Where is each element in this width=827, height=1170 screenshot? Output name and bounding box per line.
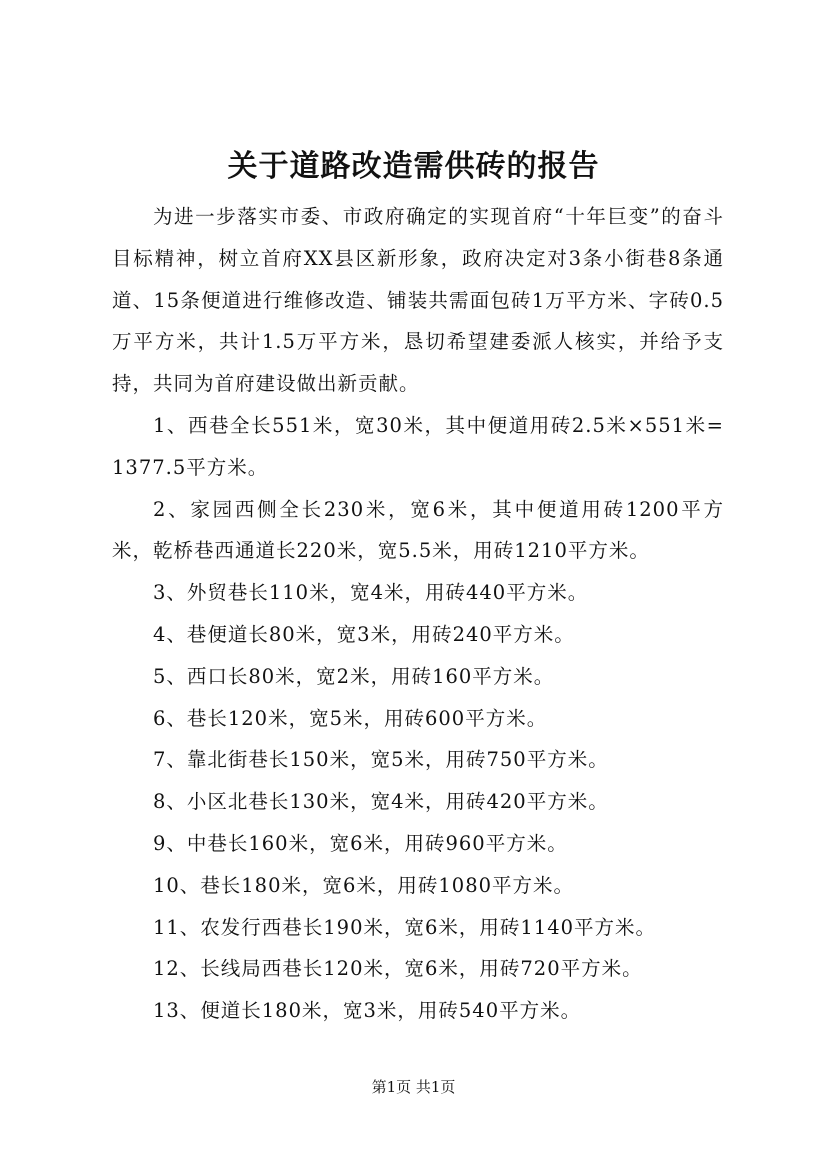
list-item: 7、靠北街巷长150米，宽5米，用砖750平方米。 [152,748,609,772]
list-item: 6、巷长120米，宽5米，用砖600平方米。 [152,706,548,730]
intro-paragraph: 为进一步落实市委、市政府确定的实现首府“十年巨变”的奋斗目标精神，树立首府XX县区新形象，政府决定对3条小街巷8条通道、15条便道进行维修改造、铺装共需面包砖1万平方米、字砖0.5万平方米，共计1.5万平方米，恳切希望建委派人核实，并给予支持，共同为首府建设做出新贡献。 [112,205,724,396]
page-footer: 第1页 共1页 [371,1078,456,1096]
list-item: 10、巷长180米，宽6米，用砖1080平方米。 [152,873,575,897]
document-title: 关于道路改造需供砖的报告 [227,149,600,184]
list-item: 12、长线局西巷长120米，宽6米，用砖720平方米。 [152,957,643,981]
list-item: 2、家园西侧全长230米，宽6米，其中便道用砖1200平方米，乾桥巷西通道长220米，宽5.5米，用砖1210平方米。 [112,497,724,563]
list-item: 4、巷便道长80米，宽3米，用砖240平方米。 [152,622,575,646]
list-item: 5、西口长80米，宽2米，用砖160平方米。 [152,664,555,688]
list-item: 1、西巷全长551米，宽30米，其中便道用砖2.5米×551米=1377.5平方米。 [112,413,724,479]
list-item: 13、便道长180米，宽3米，用砖540平方米。 [152,999,582,1023]
list-item: 8、小区北巷长130米，宽4米，用砖420平方米。 [152,790,609,814]
document-body [112,196,724,1032]
list-item: 3、外贸巷长110米，宽4米，用砖440平方米。 [152,581,589,605]
list-item: 9、中巷长160米，宽6米，用砖960平方米。 [152,831,568,855]
list-item: 11、农发行西巷长190米，宽6米，用砖1140平方米。 [152,915,657,939]
